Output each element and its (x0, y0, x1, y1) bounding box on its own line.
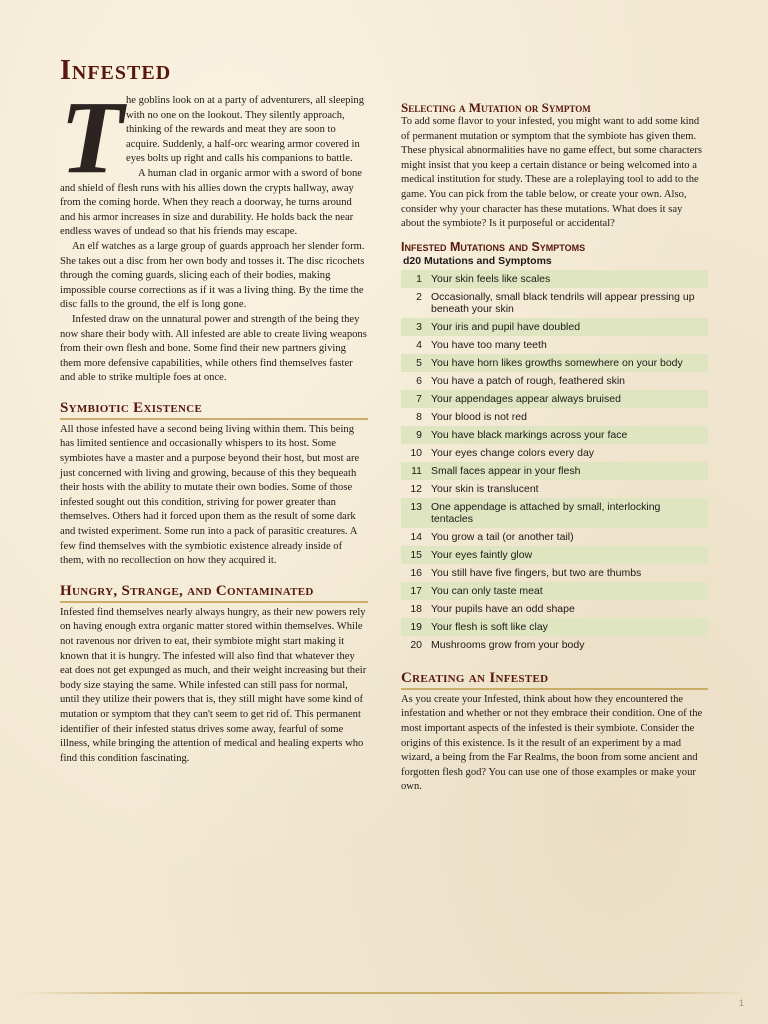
symbiotic-paragraph: All those infested have a second being living within them. This being has limited sentience and occasionally whispers to its host. Some symbiotes have a master and a purpose beyond their host, but most are just concerned with living and growing, because of this they bequeath their hosts with the ability to mutate their own bodies. Some of those infested sought out this condition, striving for power greater than themselves. Others had it forced upon them as the result of some dark and twisted experiment. Some run into a pack of parasitic creatures. A few find themselves with the symbiotic existence already inside of them, with no recollection on how they acquired it. (60, 423, 360, 567)
mutation-text: One appendage is attached by small, interlocking tentacles (431, 500, 661, 525)
roll-number: 8 (416, 410, 422, 423)
mutation-text: You have a patch of rough, feathered skin (431, 374, 626, 387)
left-column (60, 80, 368, 766)
table-row (401, 546, 708, 564)
roll-number: 11 (411, 464, 422, 477)
table-row (401, 480, 708, 498)
mutation-text: Your iris and pupil have doubled (431, 320, 581, 333)
roll-number: 10 (410, 446, 422, 459)
mutation-text: You have too many teeth (431, 338, 547, 351)
table-row (401, 462, 708, 480)
table-row (401, 444, 708, 462)
roll-number: 16 (410, 566, 422, 579)
mutation-text: Mushrooms grow from your body (431, 638, 585, 651)
roll-number: 13 (410, 500, 422, 513)
mutation-text: Your flesh is soft like clay (431, 620, 548, 633)
table-row (401, 336, 708, 354)
mutation-text: You have horn likes growths somewhere on your body (431, 356, 683, 369)
hungry-heading: Hungry, Strange, and Contaminated (60, 583, 368, 603)
roll-number: 17 (410, 584, 422, 597)
mutation-text: You grow a tail (or another tail) (431, 530, 574, 543)
selecting-heading: Selecting a Mutation or Symptom (401, 100, 591, 115)
roll-number: 19 (410, 620, 422, 633)
roll-number: 1 (416, 272, 422, 285)
mutations-table-title: d20 Mutations and Symptoms (403, 254, 552, 267)
selecting-paragraph: To add some flavor to your infested, you might want to add some kind of permanent mutation or symptom that the symbiote has given them. These physical abnormalities have no game effect, but some characters might insist that you keep a certain distance or being welcomed into a medical institution for study. These are a roleplaying tool to add to the game. You can pick from the table below, or create your own. Also, consider why your character has these mutations. What does it say about the symbiote? Is it purposeful or accidental? (401, 116, 703, 230)
mutation-text: Occasionally, small black tendrils will appear pressing up beneath your skin (431, 290, 695, 315)
roll-number: 12 (410, 482, 422, 495)
page-number: 1 (738, 998, 744, 1008)
footer-divider (20, 992, 748, 994)
table-row (401, 288, 708, 318)
creating-paragraph: As you create your Infested, think about how they encountered the infestation and whether or not they embrace their condition. One of the most important aspects of the infested is their symbiote. Consider the origins of this existence. Is it the result of an experiment by a mad wizard, a being from the Far Realms, the boon from some ancient and forgotten flesh god? You can use one of those examples or make your own. (401, 693, 703, 793)
page-title: Infested (60, 55, 172, 86)
mutation-text: You can only taste meat (431, 584, 543, 597)
roll-number: 3 (416, 320, 422, 333)
roll-number: 9 (416, 428, 422, 441)
table-row (401, 618, 708, 636)
roll-number: 15 (410, 548, 422, 561)
table-row (401, 600, 708, 618)
table-row (401, 408, 708, 426)
roll-number: 7 (416, 392, 422, 405)
creating-heading: Creating an Infested (401, 670, 708, 690)
roll-number: 14 (410, 530, 422, 543)
mutation-text: Your skin is translucent (431, 482, 539, 495)
intro-paragraph-3: An elf watches as a large group of guards approach her slender form. She takes out a disc from her own body and tosses it. The disc ricochets through the coming guards, slicing each of their bodies, making impossible course corrections as if it was a living thing. By the time the disc falls to the ground, the elf is long gone. (60, 240, 365, 311)
table-row (401, 582, 708, 600)
mutation-text: You have black markings across your face (431, 428, 628, 441)
mutation-text: You still have five fingers, but two are thumbs (431, 566, 642, 579)
mutation-text: Your pupils have an odd shape (431, 602, 575, 615)
roll-number: 6 (416, 374, 422, 387)
table-row (401, 354, 708, 372)
intro-paragraph-1: he goblins look on at a party of adventurers, all sleeping with no one on the lookout. They silently approach, thinking of the rewards and meat they are soon to acquire. Suddenly, a half-orc wearing armor covered in eyes bolts up right and calls his companions to battle. (126, 95, 365, 165)
mutation-text: Your blood is not red (431, 410, 527, 423)
table-row (401, 318, 708, 336)
right-column (401, 100, 708, 795)
table-row (401, 390, 708, 408)
roll-number: 4 (416, 338, 422, 351)
table-row (401, 564, 708, 582)
roll-number: 18 (410, 602, 422, 615)
table-row (401, 498, 708, 528)
mutations-heading: Infested Mutations and Symptoms (401, 239, 586, 254)
roll-number: 20 (410, 638, 422, 651)
table-row (401, 270, 708, 288)
table-row (401, 372, 708, 390)
mutations-table (401, 270, 708, 654)
intro-paragraph-2: A human clad in organic armor with a sword of bone and shield of flesh runs with his allies down the crypts hallway, away from the coming horde. When they reach a doorway, he turns around and his armor increases in size and durability. He holds back the near endless waves of undead so that his friends may escape. (60, 167, 362, 238)
table-row (401, 426, 708, 444)
roll-number: 2 (416, 290, 422, 303)
table-row (401, 636, 708, 654)
drop-cap: T (60, 80, 124, 195)
mutation-text: Small faces appear in your flesh (431, 464, 581, 477)
mutation-text: Your appendages appear always bruised (431, 392, 621, 405)
intro-paragraph-4: Infested draw on the unnatural power and strength of the being they now share their body with. All infested are able to create living weapons from their own flesh and bone. Some find their new partners giving them more defensive capabilities, while others find themselves faster and able to strike multiple foes at once. (60, 313, 367, 384)
table-row (401, 528, 708, 546)
mutation-text: Your eyes faintly glow (431, 548, 533, 561)
symbiotic-heading: Symbiotic Existence (60, 400, 368, 420)
roll-number: 5 (416, 356, 422, 369)
mutation-text: Your skin feels like scales (431, 272, 551, 285)
hungry-paragraph: Infested find themselves nearly always hungry, as their new powers rely on having enough extra organic matter stored within themselves. While not ravenous nor driven to eat, their symbiote might start making it known that it is hungry. The infested will also find that whatever they eat does not get expunged as much, and their weight increasing but their body size staying the same. While infested can still pass for normal, until they utilize their powers that is, they still might have some kind of mutation or symptom that they can't seem to get rid of. This permanent identifier of their infested status drives some away, fearful of some illness, while bringing the attention of medical and healing experts who find this condition fascinating. (60, 606, 367, 764)
mutation-text: Your eyes change colors every day (431, 446, 595, 459)
